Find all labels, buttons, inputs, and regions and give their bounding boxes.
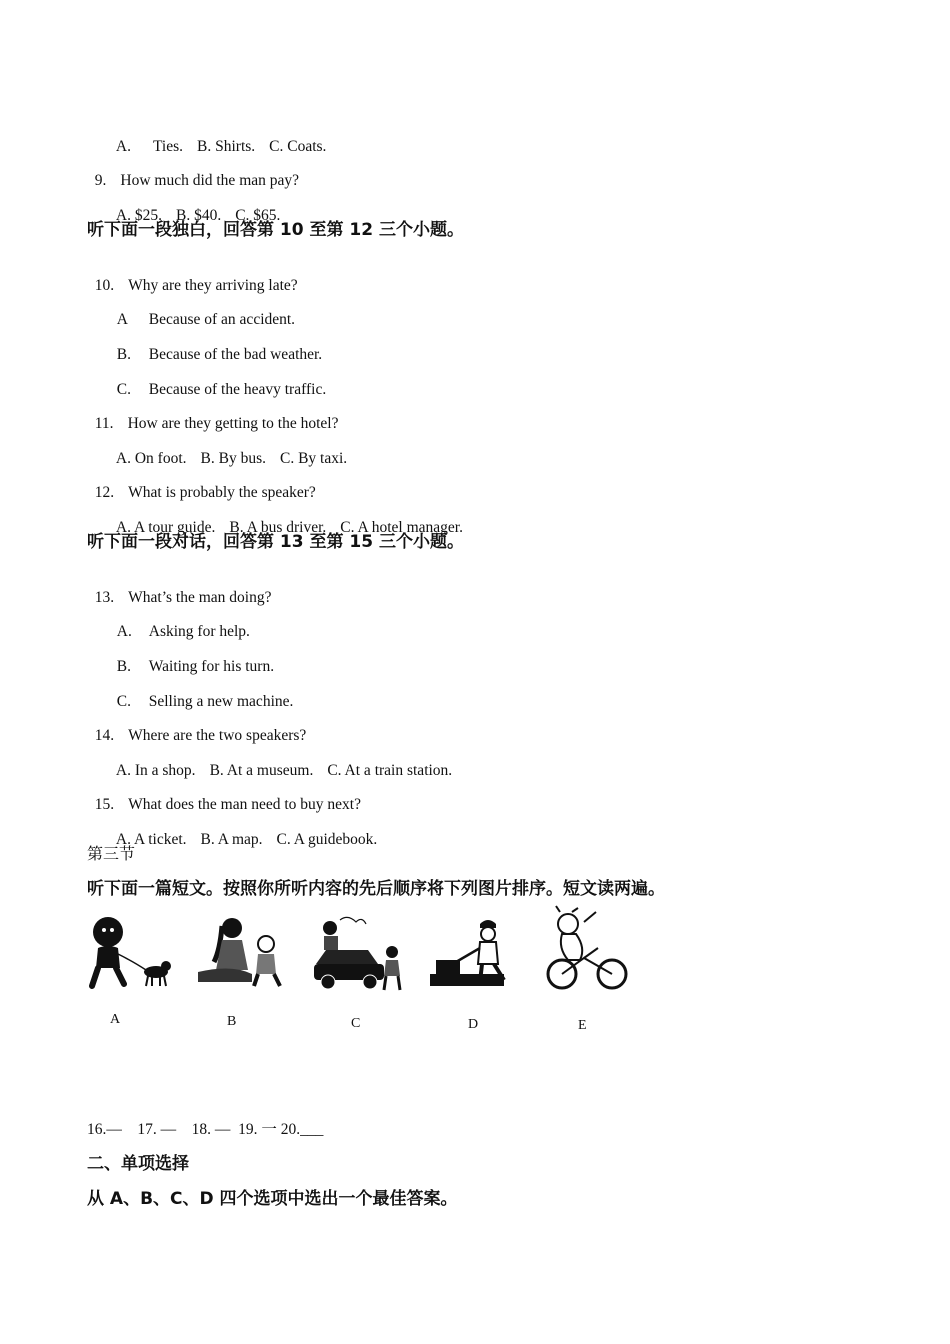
q12-option-b: B. A bus driver. xyxy=(229,519,327,536)
q9-option-a: A. $25. xyxy=(115,207,162,224)
part-two-instruction: 从 A、B、C、D 四个选项中选出一个最佳答案。 xyxy=(87,1189,458,1209)
q11-option-b: B. By bus. xyxy=(200,450,266,467)
question-14 xyxy=(87,706,306,746)
option-text: Because of the bad weather. xyxy=(148,346,323,363)
q13-option-b xyxy=(109,637,274,677)
q15-option-b: B. A map. xyxy=(200,831,263,848)
question-text: What’s the man doing? xyxy=(128,589,272,606)
option-label: C. xyxy=(116,693,131,710)
question-9 xyxy=(87,151,299,191)
q14-option-c: C. At a train station. xyxy=(327,762,453,779)
question-11 xyxy=(87,394,338,434)
question-number: 15. xyxy=(94,796,115,813)
option-text: Because of an accident. xyxy=(148,311,296,328)
q8-option-a: Ties. xyxy=(152,138,184,155)
picture-label: B xyxy=(227,1014,237,1029)
q9-option-b: B. $40. xyxy=(175,207,222,224)
question-number: 11. xyxy=(94,415,114,432)
mother-and-child-icon xyxy=(192,910,288,995)
q12-option-c: C. A hotel manager. xyxy=(340,519,463,536)
picture-label: D xyxy=(468,1017,479,1032)
q8-option-c: C. Coats. xyxy=(269,138,327,155)
option-text: Asking for help. xyxy=(148,623,250,640)
q15-option-a: A. A ticket. xyxy=(115,831,187,848)
option-text: Selling a new machine. xyxy=(148,693,294,710)
question-text: Where are the two speakers? xyxy=(128,727,307,744)
picture-row xyxy=(80,910,640,1040)
section-three-instruction: 听下面一篇短文。按照你所听内容的先后顺序将下列图片排序。短文读两遍。 xyxy=(87,879,665,899)
q8-option-a-label: A. xyxy=(115,138,131,155)
question-number: 13. xyxy=(94,589,115,606)
option-label: B. xyxy=(116,346,131,363)
question-text: Why are they arriving late? xyxy=(128,277,298,294)
q8-option-b: B. Shirts. xyxy=(197,138,256,155)
option-text: Because of the heavy traffic. xyxy=(148,381,327,398)
picture-label: E xyxy=(578,1018,587,1033)
picture-label: A xyxy=(110,1012,121,1027)
option-label: C. xyxy=(116,381,131,398)
q11-option-c: C. By taxi. xyxy=(279,450,348,467)
q9-option-c: C. $65. xyxy=(235,207,281,224)
question-text: What does the man need to buy next? xyxy=(128,796,361,813)
option-label: B. xyxy=(116,658,131,675)
q13-option-a xyxy=(109,602,250,642)
picture-label: C xyxy=(351,1016,361,1031)
boy-walking-dog-icon xyxy=(84,910,176,995)
part-two-title: 二、单项选择 xyxy=(87,1154,189,1174)
q11-option-a: A. On foot. xyxy=(115,450,187,467)
question-number: 9. xyxy=(94,172,107,189)
option-text: Waiting for his turn. xyxy=(148,658,275,675)
question-number: 10. xyxy=(94,277,115,294)
q10-option-b xyxy=(109,325,322,365)
question-text: What is probably the speaker? xyxy=(128,484,316,501)
option-label: A. xyxy=(116,623,132,640)
q15-option-c: C. A guidebook. xyxy=(276,831,378,848)
question-number: 12. xyxy=(94,484,115,501)
riding-bicycle-icon xyxy=(544,904,632,996)
answer-line: 16.— 17. — 18. — 19. 一 20.___ xyxy=(87,1121,324,1138)
q15-options xyxy=(109,810,377,850)
q12-option-a: A. A tour guide. xyxy=(115,519,216,536)
mowing-lawn-icon xyxy=(430,910,514,995)
q14-option-b: B. At a museum. xyxy=(209,762,314,779)
question-number: 14. xyxy=(94,727,115,744)
section-heading-dialogue: 听下面一段对话，回答第 13 至第 15 三个小题。 xyxy=(87,532,464,552)
question-15 xyxy=(87,775,361,815)
washing-car-icon xyxy=(312,910,408,1000)
q10-option-a xyxy=(109,290,295,330)
q14-option-a: A. In a shop. xyxy=(115,762,196,779)
question-text: How much did the man pay? xyxy=(120,172,300,189)
option-label: A xyxy=(116,311,128,328)
section-three-title: 第三节 xyxy=(87,844,136,863)
question-12 xyxy=(87,463,316,503)
section-heading-monologue: 听下面一段独白，回答第 10 至第 12 三个小题。 xyxy=(87,220,464,240)
question-text: How are they getting to the hotel? xyxy=(127,415,339,432)
